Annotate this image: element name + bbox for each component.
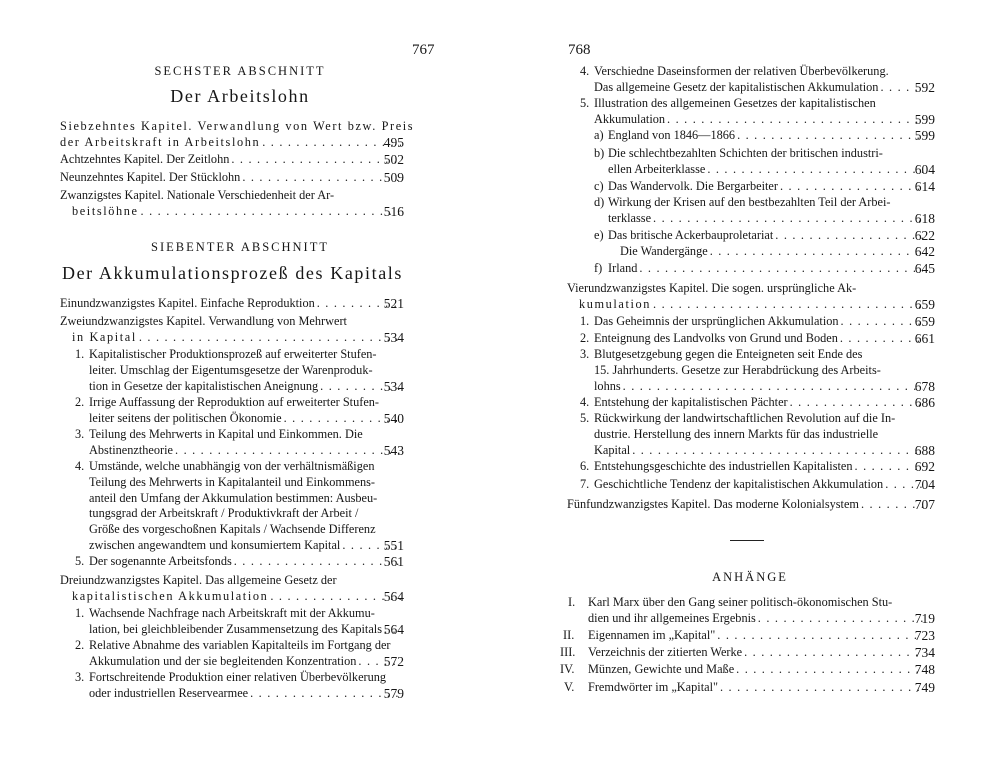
entry-line: Illustration des allgemeinen Gesetzes der kapitalistischen	[594, 96, 876, 110]
entry-line: Teilung des Mehrwerts in Kapital und Einkommen. Die	[89, 427, 363, 441]
entry-line: Kapitalistischer Produktionsprozeß auf erweiterter Stufen-	[89, 347, 377, 361]
toc-entry	[568, 595, 935, 627]
entry-line: Der sogenannte Arbeitsfonds	[89, 554, 232, 568]
toc-entry	[594, 146, 935, 178]
entry-line: Kapital	[594, 442, 631, 457]
entry-line: kapitalistischen Akkumulation	[72, 588, 269, 603]
toc-entry	[564, 680, 935, 696]
page-ref: 592	[914, 79, 935, 95]
toc-entry	[60, 119, 415, 151]
entry-number: 3.	[580, 347, 590, 361]
page-ref: 540	[383, 410, 404, 426]
toc-entry	[580, 331, 935, 347]
entry-line: ellen Arbeiterklasse	[608, 161, 706, 176]
dot-leader	[780, 179, 923, 195]
page-ref: 642	[914, 244, 935, 259]
entry-line: Entstehung der kapitalistischen Pächter	[594, 395, 788, 409]
entry-line: Irrige Auffassung der Reproduktion auf erweiterter Stufen-	[89, 395, 380, 409]
dot-leader	[855, 459, 923, 475]
entry-line: Karl Marx über den Gang seiner politisch-ökonomischen Stu-	[588, 595, 893, 609]
entry-line: tungsgrad der Arbeitskraft / Produktivkraft der Arbeit /	[89, 506, 359, 521]
entry-line: Fortschreitende Produktion einer relativen Überbevölkerung	[89, 670, 387, 684]
dot-leader	[790, 395, 923, 411]
entry-line: Achtzehntes Kapitel. Der Zeitlohn	[60, 152, 230, 166]
entry-line: Das Geheimnis der ursprünglichen Akkumulation	[594, 314, 839, 328]
toc-entry	[75, 459, 403, 554]
page-ref: 561	[383, 554, 404, 569]
page-ref: 604	[914, 161, 935, 177]
entry-line: 15. Jahrhunderts. Gesetze zur Herabdrückung des Arbeits-	[594, 362, 881, 377]
entry-number: III.	[560, 645, 576, 659]
page-ref: 521	[383, 296, 404, 311]
toc-entry	[560, 662, 935, 678]
dot-leader	[736, 662, 923, 678]
dot-leader	[653, 211, 923, 227]
toc-entry	[75, 427, 403, 459]
entry-line: der Arbeitskraft in Arbeitslohn	[60, 134, 261, 149]
dot-leader	[758, 611, 923, 627]
section-heading: Der Arbeitslohn	[170, 86, 310, 106]
page-ref: 719	[914, 610, 935, 626]
dot-leader	[270, 589, 401, 605]
toc-entry	[60, 314, 403, 346]
dot-leader	[250, 686, 401, 702]
dot-leader	[242, 170, 401, 186]
entry-line: lation, bei gleichbleibender Zusammensetzung des Kapitals	[89, 621, 382, 636]
entry-line: in Kapital	[72, 329, 137, 344]
dot-leader	[775, 228, 923, 244]
entry-number: 5.	[580, 411, 590, 425]
dot-leader	[234, 554, 401, 570]
entry-number: 1.	[580, 314, 590, 328]
section-heading: Der Akkumulationsprozeß des Kapitals	[61, 263, 404, 283]
page-ref: 734	[914, 645, 935, 660]
entry-line: Wirkung der Krisen auf den bestbezahlten Teil der Arbei-	[608, 195, 891, 209]
toc-entry	[560, 645, 935, 661]
dot-leader	[840, 331, 923, 347]
page-ref: 564	[383, 621, 404, 637]
toc-entry	[580, 459, 935, 475]
entry-number: 2.	[75, 638, 85, 652]
toc-entry	[60, 170, 403, 186]
entry-line: tion in Gesetze der kapitalistischen Aneignung	[89, 378, 319, 393]
entry-line: kumulation	[579, 296, 652, 311]
page-ref: 543	[383, 442, 404, 458]
page-ref: 509	[383, 170, 404, 185]
dot-leader	[639, 261, 923, 277]
toc-entry	[75, 638, 403, 670]
entry-line: Siebzehntes Kapitel. Verwandlung von Wert bzw. Preis	[60, 119, 415, 133]
page-ref: 704	[914, 477, 935, 492]
toc-entry	[75, 395, 403, 427]
entry-number: V.	[564, 680, 575, 694]
toc-entry	[594, 128, 935, 144]
entry-line: Abstinenztheorie	[89, 442, 174, 457]
entry-number: 4.	[75, 459, 85, 473]
entry-number: 2.	[75, 395, 85, 409]
entry-line: Teilung des Mehrwerts in Kapitalanteil und Einkommens-	[89, 474, 376, 489]
toc-entry	[60, 296, 403, 312]
page-ref: 686	[914, 395, 935, 410]
page-ref: 534	[383, 329, 404, 345]
toc-entry	[60, 573, 403, 605]
page-ref: 551	[383, 537, 404, 553]
toc-entry	[567, 497, 935, 513]
entry-line: Das Wandervolk. Die Bergarbeiter	[608, 179, 778, 193]
dot-leader	[737, 128, 923, 144]
page-ref: 599	[914, 128, 935, 143]
dot-leader	[744, 645, 923, 661]
page-ref: 572	[383, 653, 404, 669]
entry-number: 3.	[75, 670, 85, 684]
entry-line: England von 1846—1866	[608, 128, 736, 142]
entry-number: f)	[594, 261, 603, 275]
entry-number: b)	[594, 146, 605, 160]
entry-line: dien und ihr allgemeines Ergebnis	[588, 610, 756, 625]
entry-line: Die Wandergänge	[620, 244, 708, 258]
entry-line: Einundzwanzigstes Kapitel. Einfache Reproduktion	[60, 296, 315, 310]
entry-line: leiter. Umschlag der Eigentumsgesetze der Warenproduk-	[89, 362, 373, 377]
entry-line: Die schlechtbezahlten Schichten der britischen industri-	[608, 146, 883, 160]
entry-number: I.	[568, 595, 576, 609]
page-ref: 502	[383, 152, 404, 167]
entry-number: 4.	[580, 395, 590, 409]
toc-entry	[594, 261, 935, 277]
entry-number: 5.	[580, 96, 590, 110]
page-ref: 622	[914, 228, 935, 243]
page-ref: 707	[914, 497, 935, 512]
toc-entry	[580, 477, 935, 493]
entry-line: zwischen angewandtem und konsumiertem Kapital	[89, 537, 341, 552]
dot-leader	[707, 162, 923, 178]
page-ref: 661	[914, 331, 935, 346]
divider	[730, 540, 764, 541]
entry-number: 4.	[580, 64, 590, 78]
page-ref: 659	[914, 314, 935, 329]
toc-entry	[580, 64, 935, 96]
entry-line: Neunzehntes Kapitel. Der Stücklohn	[60, 170, 241, 184]
dot-leader	[175, 443, 401, 459]
dot-leader	[231, 152, 401, 168]
toc-entry	[580, 314, 935, 330]
entry-line: Das britische Ackerbauproletariat	[608, 228, 774, 242]
page-ref: 723	[914, 628, 935, 643]
entry-line: Dreiundzwanzigstes Kapitel. Das allgemeine Gesetz der	[60, 573, 337, 587]
dot-leader	[632, 443, 923, 459]
entry-number: 1.	[75, 347, 85, 361]
entry-line: Enteignung des Landvolks von Grund und Boden	[594, 331, 838, 345]
page-ref: 495	[383, 134, 404, 150]
entry-number: 6.	[580, 459, 590, 473]
dot-leader	[139, 330, 401, 346]
entry-line: Irland	[608, 261, 638, 275]
entry-line: Rückwirkung der landwirtschaftlichen Revolution auf die In-	[594, 411, 896, 425]
entry-line: Fremdwörter im „Kapital"	[588, 680, 718, 694]
entry-line: Akkumulation	[594, 111, 666, 126]
entry-line: Zweiundzwanzigstes Kapitel. Verwandlung von Mehrwert	[60, 314, 347, 328]
entry-line: dustrie. Herstellung des innern Markts für das industrielle	[594, 426, 879, 441]
page-ref: 659	[914, 296, 935, 312]
page-number: 768	[568, 42, 591, 58]
page-ref: 645	[914, 261, 935, 276]
dot-leader	[841, 314, 923, 330]
entry-line: Münzen, Gewichte und Maße	[588, 662, 735, 676]
entry-line: Wachsende Nachfrage nach Arbeitskraft mit der Akkumu-	[89, 606, 375, 620]
toc-entry	[594, 195, 935, 227]
toc-entry	[580, 347, 935, 394]
dot-leader	[710, 244, 923, 260]
toc-entry	[594, 228, 935, 244]
toc-entry	[580, 96, 935, 128]
entry-line: Das allgemeine Gesetz der kapitalistischen Akkumulation	[594, 79, 879, 94]
entry-number: 7.	[580, 477, 590, 491]
toc-entry	[75, 606, 403, 638]
entry-number: 1.	[75, 606, 85, 620]
toc-entry	[580, 411, 935, 458]
entry-number: c)	[594, 179, 604, 193]
entry-line: Fünfundzwanzigstes Kapitel. Das moderne Kolonialsystem	[567, 497, 859, 511]
entry-line: Größe des vorgeschoßnen Kapitals / Wachsende Differenz	[89, 522, 376, 537]
page-ref: 534	[383, 378, 404, 394]
toc-entry	[563, 628, 935, 644]
toc-entry	[580, 395, 935, 411]
section-title: SECHSTER ABSCHNITT	[154, 64, 326, 78]
toc-entry	[60, 152, 403, 168]
entry-number: a)	[594, 128, 604, 142]
entry-line: beitslöhne	[72, 203, 139, 218]
entry-line: leiter seitens der politischen Ökonomie	[89, 410, 282, 425]
page-ref: 579	[383, 685, 404, 701]
entry-line: Zwanzigstes Kapitel. Nationale Verschiedenheit der Ar-	[60, 188, 335, 202]
dot-leader	[262, 135, 401, 151]
dot-leader	[667, 112, 923, 128]
toc-entry	[594, 179, 935, 195]
toc-entry	[567, 281, 935, 313]
page-ref: 749	[914, 680, 935, 695]
entry-line: Verzeichnis der zitierten Werke	[588, 645, 743, 659]
page-ref: 564	[383, 588, 404, 604]
entry-number: 5.	[75, 554, 85, 568]
page-ref: 748	[914, 662, 935, 677]
entry-line: Blutgesetzgebung gegen die Enteigneten seit Ende des	[594, 347, 863, 361]
page-ref: 678	[914, 378, 935, 394]
toc-entry	[75, 347, 403, 394]
page-ref: 692	[914, 459, 935, 474]
entry-line: Geschichtliche Tendenz der kapitalistischen Akkumulation	[594, 477, 884, 491]
entry-line: oder industriellen Reservearmee	[89, 685, 249, 700]
entry-line: lohns	[594, 378, 621, 393]
entry-line: Relative Abnahme des variablen Kapitalteils im Fortgang der	[89, 638, 391, 652]
dot-leader	[720, 680, 923, 696]
entry-line: Vierundzwanzigstes Kapitel. Die sogen. ursprüngliche Ak-	[567, 281, 857, 295]
entry-line: Verschiedne Daseinsformen der relativen Überbevölkerung.	[594, 64, 889, 78]
dot-leader	[623, 379, 923, 395]
page-ref: 688	[914, 442, 935, 458]
entry-line: Entstehungsgeschichte des industriellen Kapitalisten	[594, 459, 853, 473]
page-ref: 618	[914, 210, 935, 226]
toc-entry	[620, 244, 935, 260]
entry-number: 3.	[75, 427, 85, 441]
toc-entry	[75, 670, 403, 702]
entry-number: II.	[563, 628, 575, 642]
entry-number: e)	[594, 228, 604, 242]
right-page	[500, 0, 1000, 768]
dot-leader	[861, 497, 923, 513]
entry-number: IV.	[560, 662, 575, 676]
entry-line: Akkumulation und der sie begleitenden Konzentration	[89, 653, 357, 668]
appendix-title: ANHÄNGE	[712, 570, 788, 584]
entry-line: terklasse	[608, 210, 652, 225]
dot-leader	[653, 297, 923, 313]
entry-number: d)	[594, 195, 605, 209]
entry-line: Umstände, welche unabhängig von der verhältnismäßigen	[89, 459, 375, 473]
entry-line: Eigennamen im „Kapital"	[588, 628, 716, 642]
toc-entry	[75, 554, 403, 570]
page-number: 767	[412, 42, 435, 58]
page-ref: 599	[914, 111, 935, 127]
dot-leader	[141, 204, 401, 220]
toc-entry	[60, 188, 403, 220]
section-title: SIEBENTER ABSCHNITT	[151, 240, 329, 254]
dot-leader	[717, 628, 923, 644]
entry-number: 2.	[580, 331, 590, 345]
page-ref: 516	[383, 203, 404, 219]
page-ref: 614	[914, 179, 935, 194]
entry-line: anteil den Umfang der Akkumulation bestimmen: Ausbeu-	[89, 490, 378, 505]
